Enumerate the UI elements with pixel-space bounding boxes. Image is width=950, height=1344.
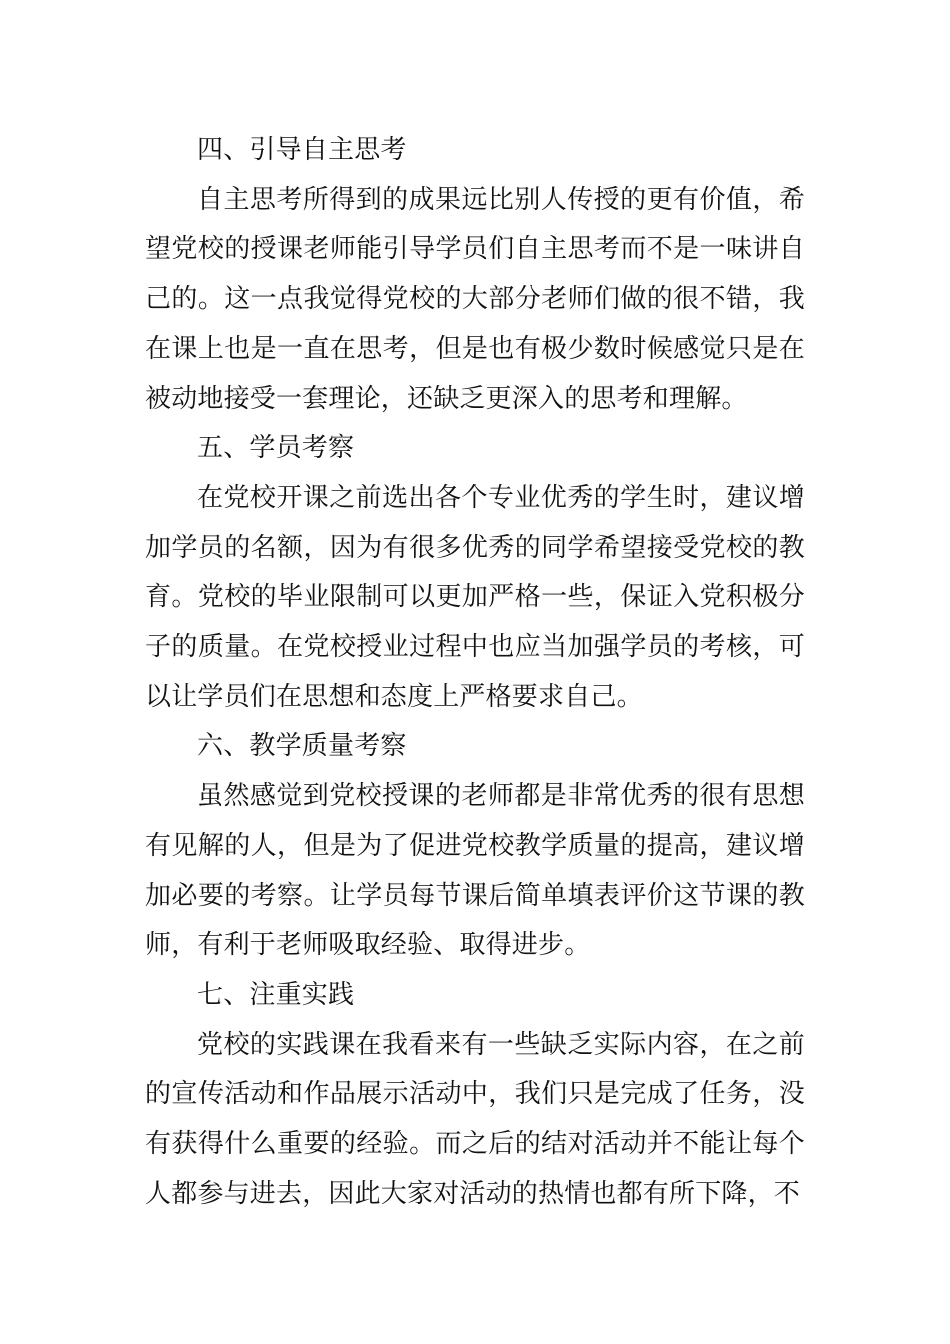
section-heading: 五、学员考察 — [197, 433, 355, 464]
section-teaching-quality-evaluation — [145, 722, 805, 971]
section-paragraph: 自主思考所得到的成果远比别人传授的更有价值，希望党校的授课老师能引导学员们自主思考而不是一味讲自己的。这一点我觉得党校的大部分老师们做的很不错，我在课上也是一直在思考，但是也有极少数时候感觉只是在被动地接受一套理论，还缺乏更深入的思考和理解。 — [145, 184, 805, 414]
section-paragraph: 虽然感觉到党校授课的老师都是非常优秀的很有思想有见解的人，但是为了促进党校教学质量的提高，建议增加必要的考察。让学员每节课后简单填表评价这节课的教师，有利于老师吸取经验、取得进步。 — [145, 781, 805, 961]
section-paragraph: 党校的实践课在我看来有一些缺乏实际内容，在之前的宣传活动和作品展示活动中，我们只是完成了任务，没有获得什么重要的经验。而之后的结对活动并不能让每个人都参与进去，因此大家对活动的热情也都有所下降，不 — [145, 1029, 805, 1209]
section-paragraph: 在党校开课之前选出各个专业优秀的学生时，建议增加学员的名额，因为有很多优秀的同学希望接受党校的教育。党校的毕业限制可以更加严格一些，保证入党积极分子的质量。在党校授业过程中也应当加强学员的考核，可以让学员们在思想和态度上严格要求自己。 — [145, 482, 805, 712]
section-guide-independent-thinking — [145, 126, 805, 424]
section-emphasize-practice — [145, 971, 805, 1220]
document-body — [145, 126, 805, 1219]
section-student-evaluation — [145, 424, 805, 722]
section-heading: 四、引导自主思考 — [197, 135, 407, 165]
section-heading: 六、教学质量考察 — [197, 731, 407, 762]
section-heading: 七、注重实践 — [197, 979, 355, 1010]
